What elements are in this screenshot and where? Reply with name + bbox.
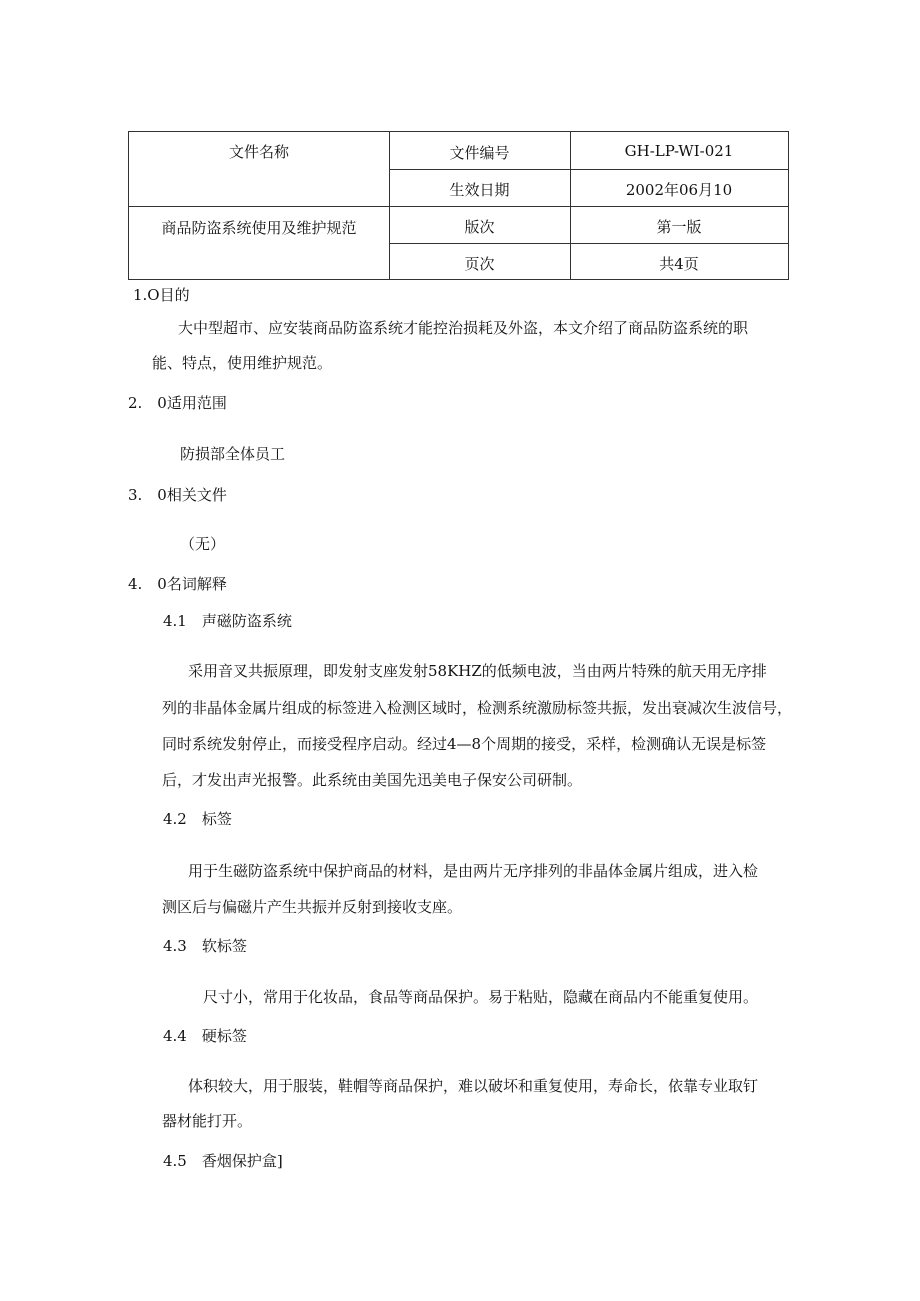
- section-4-title: 4. 0名词解释: [128, 575, 227, 593]
- version-value: 第一版: [656, 218, 702, 236]
- section-4-3-title: 4.3 软标签: [163, 937, 247, 955]
- doc-name-label: 文件名称: [228, 143, 289, 161]
- section-4-1-line: 同时系统发射停止，而接受程序启动。经过4—8个周期的接受，采样，检测确认无误是标签: [162, 735, 767, 753]
- page-value: 共4页: [659, 255, 699, 273]
- doc-no-label: 文件编号: [449, 144, 510, 162]
- section-4-4-title: 4.4 硬标签: [163, 1027, 247, 1045]
- section-4-5-title: 4.5 香烟保护盒]: [163, 1152, 283, 1170]
- section-4-2-line: 测区后与偏磁片产生共振并反射到接收支座。: [162, 898, 463, 916]
- section-1-title: 1.O目的: [133, 286, 190, 304]
- table-divider: [389, 243, 788, 244]
- section-1-paragraph-line: 大中型超市、应安装商品防盗系统才能控治损耗及外盗，本文介绍了商品防盗系统的职: [178, 319, 749, 337]
- section-4-1-title: 4.1 声磁防盗系统: [163, 612, 292, 630]
- doc-no-value: GH-LP-WI-021: [624, 142, 734, 160]
- section-3-title: 3. 0相关文件: [128, 486, 227, 504]
- section-4-3-line: 尺寸小，常用于化妆品，食品等商品保护。易于粘贴，隐藏在商品内不能重复使用。: [203, 988, 759, 1006]
- section-4-1-line: 采用音叉共振原理，即发射支座发射58KHZ的低频电波，当由两片特殊的航天用无序排: [188, 662, 767, 680]
- section-4-2-title: 4.2 标签: [163, 810, 232, 828]
- version-label: 版次: [464, 218, 495, 236]
- section-4-4-line: 器材能打开。: [162, 1112, 253, 1130]
- eff-date-value: 2002年06月10: [625, 181, 733, 199]
- section-3-text: （无）: [180, 535, 226, 553]
- document-header-table: [128, 131, 789, 280]
- section-2-title: 2. 0适用范围: [128, 394, 227, 412]
- section-1-paragraph-line: 能、特点，使用维护规范。: [152, 354, 333, 372]
- section-4-4-line: 体积较大，用于服装，鞋帽等商品保护，难以破坏和重复使用，寿命长，依靠专业取钉: [188, 1077, 759, 1095]
- page-label: 页次: [464, 255, 495, 273]
- table-divider: [389, 169, 788, 170]
- section-4-1-line: 列的非晶体金属片组成的标签进入检测区域时，检测系统激励标签共振，发出衰减次生波信号，: [162, 699, 793, 717]
- doc-name-value: 商品防盗系统使用及维护规范: [161, 219, 357, 237]
- section-4-1-line: 后，才发出声光报警。此系统由美国先迅美电子保安公司研制。: [162, 771, 583, 789]
- table-divider: [129, 206, 788, 207]
- section-2-text: 防损部全体员工: [180, 445, 286, 463]
- section-4-2-line: 用于生磁防盗系统中保护商品的材料，是由两片无序排列的非晶体金属片组成，进入检: [188, 862, 759, 880]
- eff-date-label: 生效日期: [449, 181, 510, 199]
